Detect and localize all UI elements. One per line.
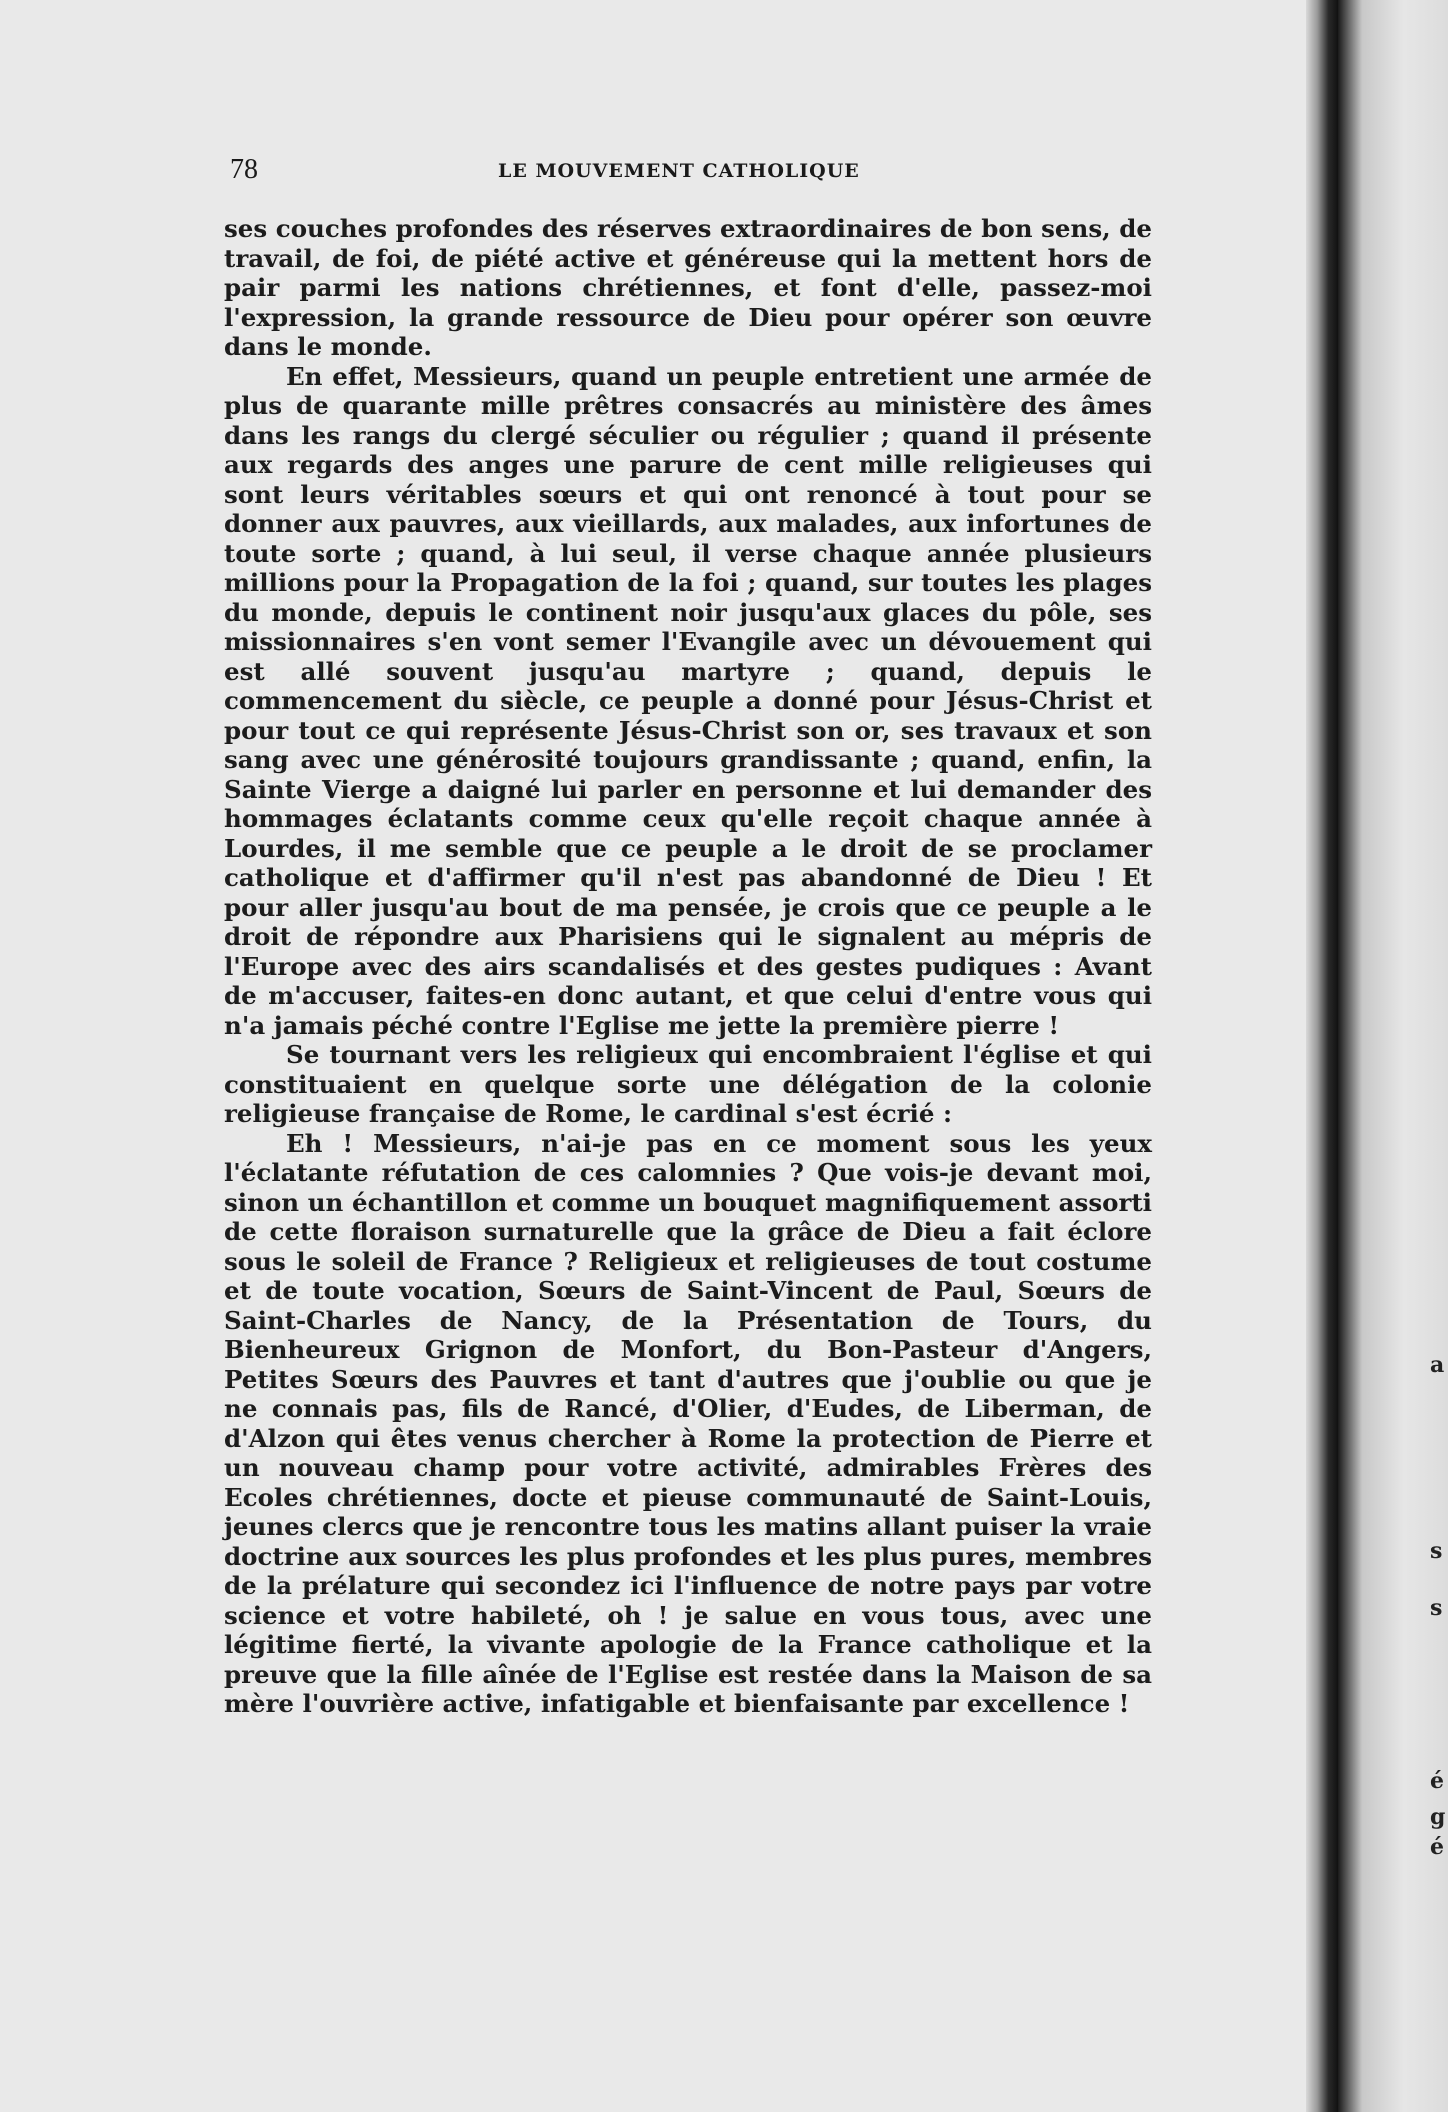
page-number: 78 [230, 154, 258, 185]
paragraph: Eh ! Messieurs, n'ai-je pas en ce moment sous les yeux l'éclatante réfutation de ces calomnies ? Que vois-je devant moi, sinon un échantillon et comme un bouquet magnifiquement assorti de cette floraison surnaturelle que la grâce de Dieu a fait éclore sous le soleil de France ? Religieux et religieuses de tout costume et de toute vocation, Sœurs de Saint-Vincent de Paul, Sœurs de Saint-Charles de Nancy, de la Présentation de Tours, du Bienheureux Grignon de Monfort, du Bon-Pasteur d'Angers, Petites Sœurs des Pauvres et tant d'autres que j'oublie ou que je ne connais pas, fils de Rancé, d'Olier, d'Eudes, de Liberman, de d'Alzon qui êtes venus chercher à Rome la protection de Pierre et un nouveau champ pour votre activité, admirables Frères des Ecoles chrétiennes, docte et pieuse communauté de Saint-Louis, jeunes clercs que je rencontre tous les matins allant puiser la vraie doctrine aux sources les plus profondes et les plus pures, membres de la prélature qui secondez ici l'influence de notre pays par votre science et votre habileté, oh ! je salue en vous tous, avec une légitime fierté, la vivante apologie de la France catholique et la preuve que la fille aînée de l'Eglise est restée dans la Maison de sa mère l'ouvrière active, infatigable et bienfaisante par excellence ! [224, 1128, 1152, 1718]
page-header [230, 154, 1160, 190]
adjacent-page-fragment: g [1430, 1804, 1446, 1830]
book-gutter-shadow [1306, 0, 1338, 2112]
adjacent-page-fragment: é [1430, 1768, 1444, 1794]
adjacent-page-fragment: a [1430, 1352, 1445, 1378]
adjacent-page-edge [1338, 0, 1448, 2112]
paragraph: En effet, Messieurs, quand un peuple entretient une armée de plus de quarante mille prêtres consacrés au ministère des âmes dans les rangs du clergé séculier ou régulier ; quand il présente aux regards des anges une parure de cent mille religieuses qui sont leurs véritables sœurs et qui ont renoncé à tout pour se donner aux pauvres, aux vieillards, aux malades, aux infortunes de toute sorte ; quand, à lui seul, il verse chaque année plusieurs millions pour la Propagation de la foi ; quand, sur toutes les plages du monde, depuis le continent noir jusqu'aux glaces du pôle, ses missionnaires s'en vont semer l'Evangile avec un dévouement qui est allé souvent jusqu'au martyre ; quand, depuis le commencement du siècle, ce peuple a donné pour Jésus-Christ et pour tout ce qui représente Jésus-Christ son or, ses travaux et son sang avec une générosité toujours grandissante ; quand, enfin, la Sainte Vierge a daigné lui parler en personne et lui demander des hommages éclatants comme ceux qu'elle reçoit chaque année à Lourdes, il me semble que ce peuple a le droit de se proclamer catholique et d'affirmer qu'il n'est pas abandonné de Dieu ! Et pour aller jusqu'au bout de ma pensée, je crois que ce peuple a le droit de répondre aux Pharisiens qui le signalent au mépris de l'Europe avec des airs scandalisés et des gestes pudiques : Avant de m'accuser, faites-en donc autant, et que celui d'entre vous qui n'a jamais péché contre l'Eglise me jette la première pierre ! [224, 361, 1152, 1040]
running-title: LE MOUVEMENT CATHOLIQUE [498, 160, 860, 182]
paragraph-continuation: ses couches profondes des réserves extraordinaires de bon sens, de travail, de foi, de piété active et généreuse qui la mettent hors de pair parmi les nations chrétiennes, et font d'elle, passez-moi l'expression, la grande ressource de Dieu pour opérer son œuvre dans le monde. [224, 214, 1152, 361]
adjacent-page-fragment: é [1430, 1834, 1444, 1860]
adjacent-page-fragment: s [1430, 1595, 1443, 1621]
adjacent-page-fragment: s [1430, 1538, 1443, 1564]
body-text [224, 214, 1152, 1719]
paragraph: Se tournant vers les religieux qui encombraient l'église et qui constituaient en quelque sorte une délégation de la colonie religieuse française de Rome, le cardinal s'est écrié : [224, 1040, 1152, 1128]
